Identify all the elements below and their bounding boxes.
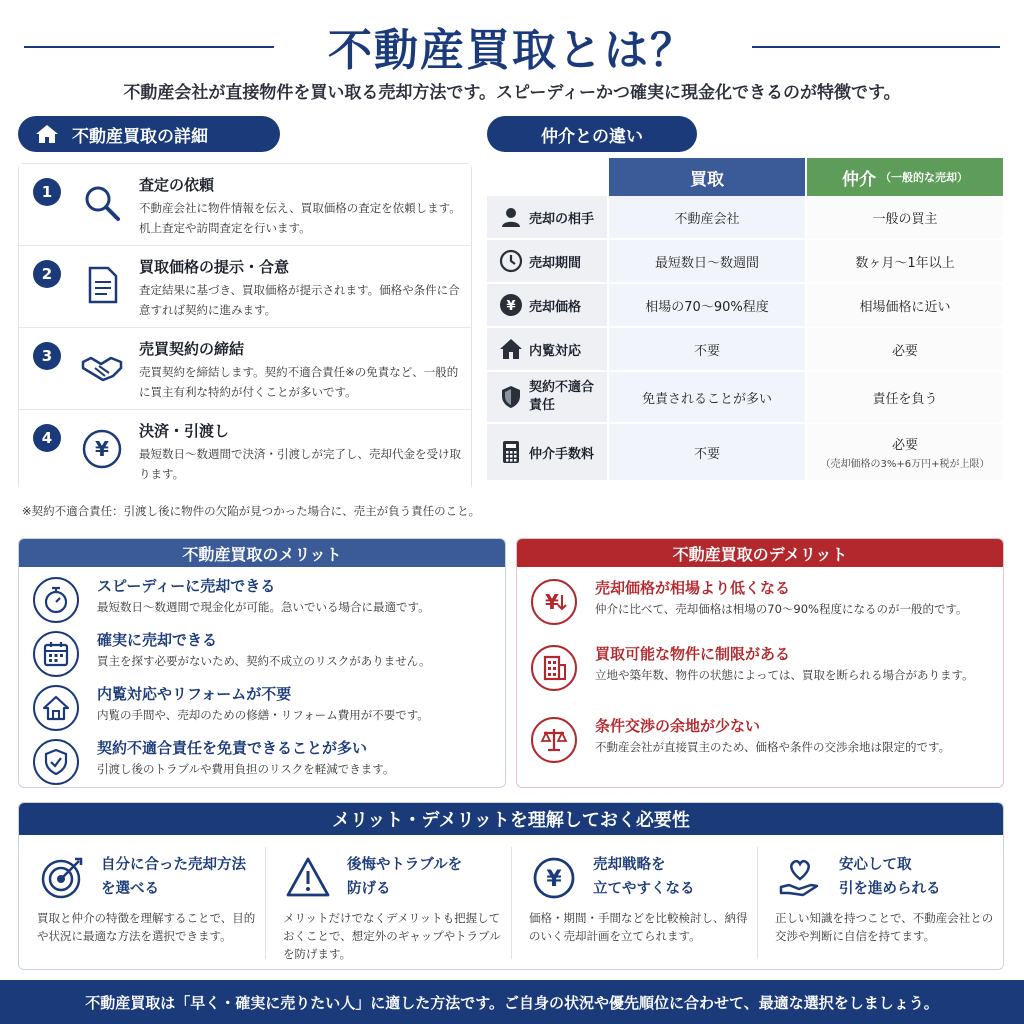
cell-buy: 不動産会社 (609, 196, 805, 238)
necessity-desc: 正しい知識を持つことで、不動産会社との交渉や判断に自信を持てます。 (775, 911, 994, 943)
yen-icon (81, 428, 123, 470)
footnote: ※契約不適合責任：引渡し後に物件の欠陥が見つかった場合に、売主が負う責任のこと。 (22, 504, 481, 518)
cell-broker-text: 相場価格に近い (859, 299, 951, 315)
step-desc: 不動産会社に物件情報を伝え、買取価格の査定を依頼します。机上査定や訪問査定を行います。 (139, 201, 461, 235)
row-label (487, 196, 607, 238)
step-desc: 査定結果に基づき、買取価格が提示されます。価格や条件に合意すれば契約に進みます。 (139, 283, 460, 317)
column-header-buy: 買取 (609, 158, 805, 196)
cell-buy: 最短数日〜数週間 (609, 240, 805, 282)
svg-text:¥: ¥ (506, 299, 516, 314)
detail-heading-label: 不動産買取の詳細 (72, 126, 208, 147)
row-label-text: 売却価格 (529, 299, 582, 315)
step-desc: 最短数日〜数週間で決済・引渡しが完了し、売却代金を受け取ります。 (139, 447, 461, 481)
cell-broker-text: 必要 (891, 343, 918, 359)
demerit-title: 条件交渉の余地が少ない (595, 717, 761, 735)
step-number: 2 (33, 260, 61, 288)
step-title: 決済・引渡し (139, 422, 230, 440)
table-row (487, 284, 1003, 326)
necessity-title-line1: 後悔やトラブルを (347, 857, 463, 873)
row-label (487, 372, 607, 422)
necessity-title-line1: 自分に合った売却方法 (101, 857, 246, 873)
necessity-title (347, 853, 507, 901)
document-icon (81, 264, 123, 306)
column-header-broker-note: （一般的な売却） (880, 171, 968, 184)
cell-buy: 不要 (609, 328, 805, 370)
merit-item (19, 733, 505, 789)
handshake-icon (81, 346, 123, 388)
necessity-desc: メリットだけでなくデメリットも把握しておくことで、想定外のギャップやトラブルを防げます。 (283, 911, 501, 961)
column-header-broker (807, 158, 1003, 196)
detail-heading (18, 116, 280, 152)
house-icon (34, 123, 60, 145)
necessity-item (23, 847, 263, 965)
demerit-item (517, 573, 1003, 629)
step-item (19, 246, 471, 328)
yen-circle-icon (531, 855, 577, 901)
row-label (487, 284, 607, 326)
shield-check-icon (33, 739, 79, 785)
steps-list (18, 163, 472, 491)
merits-panel (18, 538, 506, 788)
table-row (487, 240, 1003, 282)
calculator-icon (499, 440, 523, 464)
warning-icon (285, 855, 331, 901)
merit-desc: 引渡し後のトラブルや費用負担のリスクを軽減できます。 (97, 762, 395, 776)
column-header-broker-label: 仲介 (842, 169, 876, 190)
necessity-title-line2: を選べる (101, 881, 159, 897)
necessity-title-line2: 防げる (347, 881, 391, 897)
comparison-table (487, 158, 1003, 480)
table-row (487, 372, 1003, 422)
merits-heading: 不動産買取のメリット (19, 539, 505, 567)
demerit-item (517, 639, 1003, 695)
merit-desc: 買主を探す必要がないため、契約不成立のリスクがありません。 (97, 654, 431, 668)
demerits-heading: 不動産買取のデメリット (517, 539, 1003, 567)
table-row (487, 328, 1003, 370)
svg-text:¥: ¥ (95, 437, 109, 461)
necessity-desc: 買取と仲介の特徴を理解することで、目的や状況に最適な方法を選択できます。 (37, 911, 256, 943)
merit-item (19, 571, 505, 627)
calendar-icon (33, 631, 79, 677)
necessity-title-line2: 引を進められる (839, 881, 941, 897)
demerits-panel (516, 538, 1004, 788)
merit-desc: 最短数日〜数週間で現金化が可能。急いでいる場合に最適です。 (97, 600, 430, 614)
step-title: 査定の依頼 (139, 176, 215, 194)
necessity-title-line1: 売却戦略を (593, 857, 666, 873)
step-desc: 売買契約を締結します。契約不適合責任※の免責など、一般的に買主有利な特約が付くことが多いです。 (139, 365, 459, 399)
step-number: 1 (33, 178, 61, 206)
merit-title: 内覧対応やリフォームが不要 (97, 685, 292, 703)
cell-buy: 免責されることが多い (609, 372, 805, 422)
demerit-item (517, 711, 1003, 767)
necessity-item (515, 847, 755, 965)
comparison-heading: 仲介との違い (487, 116, 697, 152)
step-item (19, 328, 471, 410)
necessity-item (269, 847, 509, 965)
demerit-desc: 仲介に比べて、売却価格は相場の70〜90%程度になるのが一般的です。 (595, 602, 968, 616)
target-icon (39, 855, 85, 901)
cell-broker (807, 284, 1003, 326)
shield-icon (499, 385, 523, 409)
necessity-title (101, 853, 261, 901)
merit-item (19, 679, 505, 735)
necessity-title-line2: 立てやすくなる (593, 881, 695, 897)
yen-circle-icon (499, 293, 523, 317)
magnifier-icon (81, 182, 123, 224)
cell-broker (807, 240, 1003, 282)
page-subtitle: 不動産会社が直接物件を買い取る売却方法です。スピーディーかつ確実に現金化できるのが特徴です。 (123, 83, 901, 103)
cell-buy: 不要 (609, 424, 805, 480)
step-item (19, 164, 471, 246)
scales-icon (531, 717, 577, 763)
house-icon (499, 337, 523, 361)
row-label (487, 240, 607, 282)
cell-broker-text: 一般の買主 (872, 211, 938, 227)
row-label-text: 内覧対応 (529, 343, 582, 359)
svg-text:¥: ¥ (546, 867, 562, 892)
row-label-text: 売却の相手 (529, 211, 595, 227)
necessity-title-line1: 安心して取 (839, 857, 912, 873)
stopwatch-icon (33, 577, 79, 623)
row-label-text: 契約不適合責任 (529, 380, 595, 413)
merit-item (19, 625, 505, 681)
cell-buy: 相場の70〜90%程度 (609, 284, 805, 326)
clock-icon (499, 249, 523, 273)
row-label (487, 328, 607, 370)
row-label-text: 売却期間 (529, 255, 582, 271)
cell-broker (807, 372, 1003, 422)
merit-desc: 内覧の手間や、売却のための修繕・リフォーム費用が不要です。 (97, 708, 429, 722)
merit-title: 確実に売却できる (97, 631, 218, 649)
demerit-title: 売却価格が相場より低くなる (595, 579, 791, 597)
row-label (487, 424, 607, 480)
demerit-desc: 立地や築年数、物件の状態によっては、買取を断られる場合があります。 (595, 668, 974, 682)
cell-broker (807, 328, 1003, 370)
building-icon (531, 645, 577, 691)
necessity-panel (18, 802, 1004, 970)
merit-title: 契約不適合責任を免責できることが多い (97, 739, 368, 757)
heart-hand-icon (777, 855, 823, 901)
cell-broker-text: 数ヶ月〜1年以上 (855, 255, 955, 271)
necessity-title (839, 853, 999, 901)
necessity-item (761, 847, 1001, 965)
cell-broker-note: （売却価格の3%+6万円+税が上限） (820, 459, 990, 470)
cell-broker-text: 必要 (891, 438, 918, 453)
person-icon (499, 205, 523, 229)
yen-down-icon (531, 579, 577, 625)
necessity-desc: 価格・期間・手間などを比較検討し、納得のいく売却計画を立てられます。 (529, 911, 748, 943)
step-number: 4 (33, 424, 61, 452)
cell-broker (807, 424, 1003, 480)
row-label-text: 仲介手数料 (529, 446, 595, 462)
demerit-desc: 不動産会社が直接買主のため、価格や条件の交渉余地は限定的です。 (595, 740, 951, 754)
demerit-title: 買取可能な物件に制限がある (595, 645, 791, 663)
cell-broker (807, 196, 1003, 238)
svg-text:¥: ¥ (545, 590, 559, 614)
step-item (19, 410, 471, 492)
merit-title: スピーディーに売却できる (97, 577, 276, 595)
table-row (487, 196, 1003, 238)
necessity-title (593, 853, 753, 901)
step-number: 3 (33, 342, 61, 370)
step-title: 買取価格の提示・合意 (139, 258, 290, 276)
footer-banner: 不動産買取は「早く・確実に売りたい人」に適した方法です。ご自身の状況や優先順位に合わせて、最適な選択をしましょう。 (0, 980, 1024, 1024)
house-icon (33, 685, 79, 731)
necessity-heading: メリット・デメリットを理解しておく必要性 (19, 803, 1003, 835)
cell-broker-text: 責任を負う (872, 391, 938, 407)
table-row (487, 424, 1003, 480)
step-title: 売買契約の締結 (139, 340, 245, 358)
page-title: 不動産買取とは？ (328, 25, 696, 76)
